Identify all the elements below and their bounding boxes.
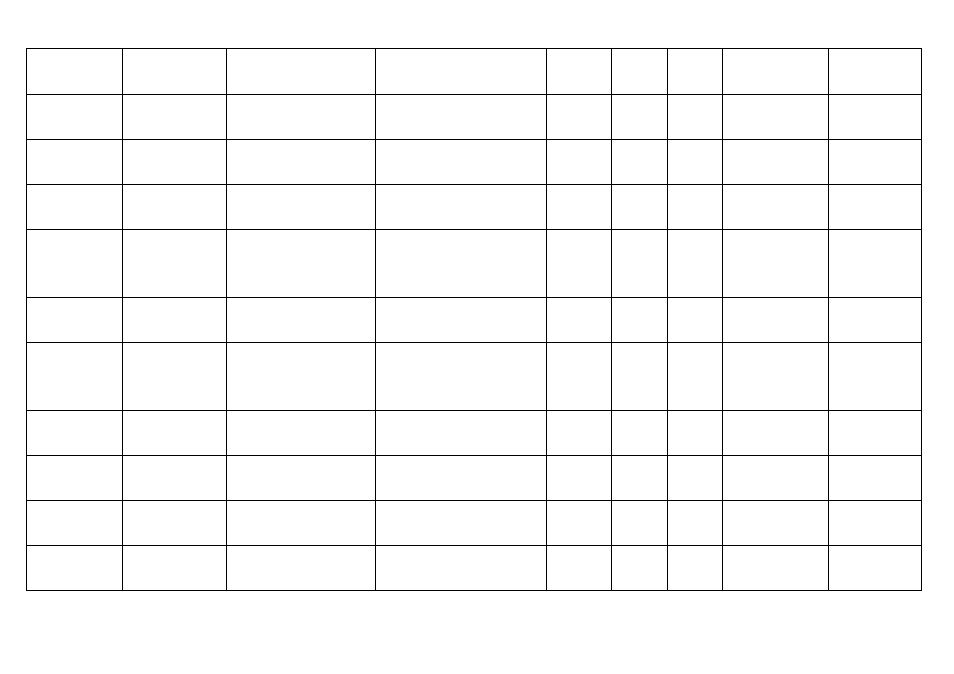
- table-row: [27, 185, 922, 230]
- extra-cell-1: [668, 343, 723, 411]
- judge-cell: [547, 95, 612, 140]
- hearing-time-cell: [27, 343, 123, 411]
- judge-cell: [547, 456, 612, 501]
- extra-cell-2: [723, 49, 829, 95]
- case-number-cell: [123, 185, 227, 230]
- extra-cell-3: [829, 298, 922, 343]
- extra-cell-1: [668, 501, 723, 546]
- table-row: [27, 230, 922, 298]
- extra-cell-1: [668, 546, 723, 591]
- parties-cell: [376, 456, 547, 501]
- case-number-cell: [123, 95, 227, 140]
- case-number-cell: [123, 49, 227, 95]
- hearing-time-cell: [27, 501, 123, 546]
- clerk-cell: [612, 546, 668, 591]
- case-number-cell: [123, 456, 227, 501]
- clerk-cell: [612, 343, 668, 411]
- parties-cell: [376, 298, 547, 343]
- extra-cell-3: [829, 411, 922, 456]
- extra-cell-3: [829, 456, 922, 501]
- case-number-cell: [123, 546, 227, 591]
- case-number-cell: [123, 298, 227, 343]
- table-row: [27, 49, 922, 95]
- parties-cell: [376, 343, 547, 411]
- parties-cell: [376, 546, 547, 591]
- extra-cell-1: [668, 298, 723, 343]
- table-row: [27, 456, 922, 501]
- case-cause-cell: [227, 546, 376, 591]
- case-number-cell: [123, 501, 227, 546]
- case-cause-cell: [227, 456, 376, 501]
- extra-cell-1: [668, 456, 723, 501]
- hearing-time-cell: [27, 140, 123, 185]
- case-cause-cell: [227, 185, 376, 230]
- extra-cell-3: [829, 140, 922, 185]
- case-number-cell: [123, 230, 227, 298]
- hearing-schedule-table: [26, 48, 922, 591]
- judge-cell: [547, 185, 612, 230]
- extra-cell-3: [829, 546, 922, 591]
- table-row: [27, 501, 922, 546]
- judge-cell: [547, 343, 612, 411]
- case-number-cell: [123, 140, 227, 185]
- extra-cell-2: [723, 140, 829, 185]
- judge-cell: [547, 298, 612, 343]
- table-row: [27, 343, 922, 411]
- extra-cell-3: [829, 230, 922, 298]
- judge-cell: [547, 411, 612, 456]
- extra-cell-2: [723, 456, 829, 501]
- judge-cell: [547, 230, 612, 298]
- extra-cell-2: [723, 230, 829, 298]
- extra-cell-3: [829, 95, 922, 140]
- parties-cell: [376, 140, 547, 185]
- extra-cell-1: [668, 140, 723, 185]
- clerk-cell: [612, 140, 668, 185]
- extra-cell-1: [668, 411, 723, 456]
- table-row: [27, 546, 922, 591]
- parties-cell: [376, 501, 547, 546]
- clerk-cell: [612, 95, 668, 140]
- hearing-time-cell: [27, 230, 123, 298]
- hearing-time-cell: [27, 49, 123, 95]
- parties-cell: [376, 95, 547, 140]
- parties-cell: [376, 411, 547, 456]
- parties-cell: [376, 185, 547, 230]
- extra-cell-2: [723, 298, 829, 343]
- hearing-time-cell: [27, 411, 123, 456]
- case-number-cell: [123, 343, 227, 411]
- clerk-cell: [612, 456, 668, 501]
- extra-cell-2: [723, 546, 829, 591]
- hearing-time-cell: [27, 298, 123, 343]
- table-row: [27, 411, 922, 456]
- clerk-cell: [612, 49, 668, 95]
- hearing-time-cell: [27, 185, 123, 230]
- parties-cell: [376, 49, 547, 95]
- hearing-time-cell: [27, 456, 123, 501]
- extra-cell-1: [668, 49, 723, 95]
- extra-cell-1: [668, 185, 723, 230]
- extra-cell-3: [829, 185, 922, 230]
- hearing-time-cell: [27, 546, 123, 591]
- extra-cell-2: [723, 501, 829, 546]
- extra-cell-2: [723, 411, 829, 456]
- parties-cell: [376, 230, 547, 298]
- clerk-cell: [612, 185, 668, 230]
- extra-cell-1: [668, 230, 723, 298]
- case-cause-cell: [227, 49, 376, 95]
- extra-cell-2: [723, 95, 829, 140]
- extra-cell-3: [829, 343, 922, 411]
- extra-cell-3: [829, 501, 922, 546]
- extra-cell-1: [668, 95, 723, 140]
- case-cause-cell: [227, 230, 376, 298]
- case-cause-cell: [227, 411, 376, 456]
- judge-cell: [547, 49, 612, 95]
- case-number-cell: [123, 411, 227, 456]
- extra-cell-2: [723, 185, 829, 230]
- judge-cell: [547, 140, 612, 185]
- table-row: [27, 140, 922, 185]
- table-row: [27, 298, 922, 343]
- case-cause-cell: [227, 140, 376, 185]
- table-row: [27, 95, 922, 140]
- clerk-cell: [612, 298, 668, 343]
- judge-cell: [547, 501, 612, 546]
- clerk-cell: [612, 501, 668, 546]
- extra-cell-2: [723, 343, 829, 411]
- clerk-cell: [612, 230, 668, 298]
- case-cause-cell: [227, 298, 376, 343]
- extra-cell-3: [829, 49, 922, 95]
- case-cause-cell: [227, 501, 376, 546]
- hearing-time-cell: [27, 95, 123, 140]
- clerk-cell: [612, 411, 668, 456]
- case-cause-cell: [227, 95, 376, 140]
- judge-cell: [547, 546, 612, 591]
- case-cause-cell: [227, 343, 376, 411]
